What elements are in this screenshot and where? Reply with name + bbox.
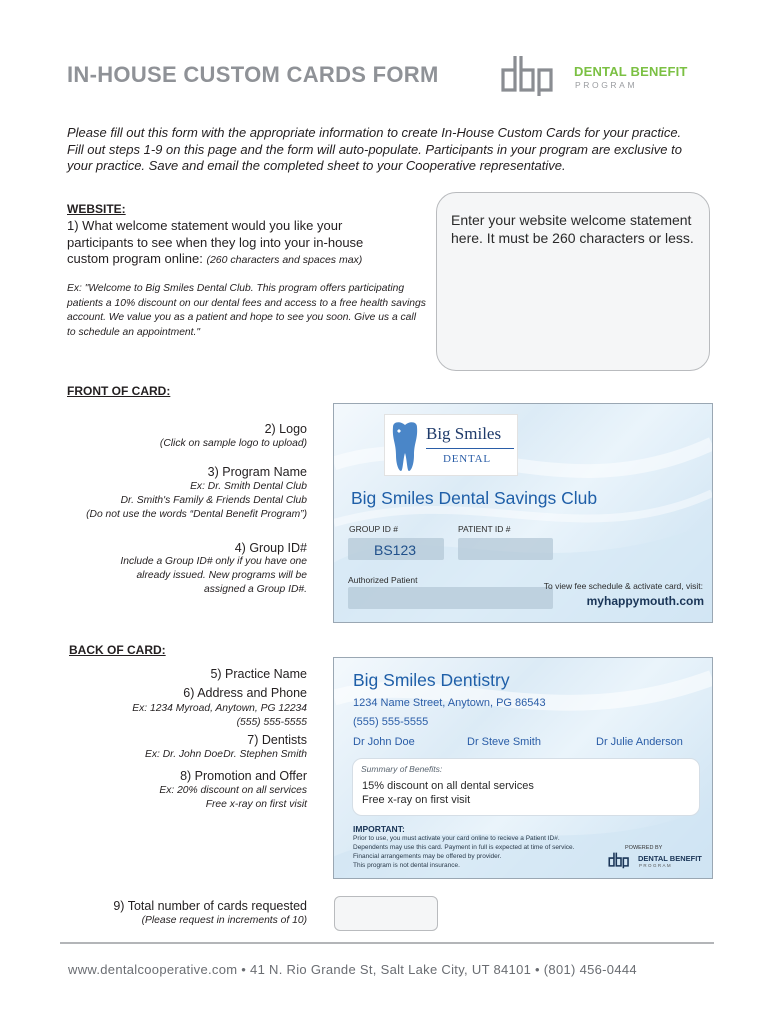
website-example: Ex: "Welcome to Big Smiles Dental Club. This program offers participating patients a 10% discount on our dental fees and access to a free health savings account. We value you as a patient and hope to see you soon. Give us a call to schedule an appointment." — [67, 283, 426, 338]
powered-sub: PROGRAM — [639, 863, 673, 868]
front-card-preview — [333, 403, 713, 623]
step8-note1: Ex: 20% discount on all services — [159, 785, 307, 796]
website-question — [67, 218, 407, 269]
step3-note2: Dr. Smith's Family & Friends Dental Club — [120, 495, 307, 506]
footer-contact: www.dentalcooperative.com • 41 N. Rio Grande St, Salt Lake City, UT 84101 • (801) 456-0444 — [68, 962, 637, 977]
step7-label: 7) Dentists — [247, 733, 307, 747]
back-heading: BACK OF CARD: — [69, 643, 166, 657]
website-question-text: 1) What welcome statement would you like your participants to see when they log into your in-house custom program online: — [67, 218, 364, 266]
practice-phone: (555) 555-5555 — [353, 716, 429, 728]
practice-name: Big Smiles Dentistry — [353, 670, 510, 690]
logo-brand-text: DENTAL BENEFIT — [574, 64, 688, 79]
step3-note3: (Do not use the words “Dental Benefit Program”) — [86, 509, 307, 520]
card-quantity-input[interactable] — [334, 896, 438, 931]
logo-sub-text: PROGRAM — [575, 80, 638, 90]
program-name: Big Smiles Dental Savings Club — [351, 488, 598, 508]
important-line: Prior to use, you must activate your card online to recieve a Patient ID#. — [353, 835, 560, 842]
step4-note1: Include a Group ID# only if you have one — [120, 556, 307, 567]
intro-text: Please fill out this form with the appropriate information to create In-House Custom Cards for your practice. Fill out steps 1-9 on this page and the form will auto-populate. Participants in your program are exclusive to your practice. Save and email the completed sheet to your Cooperative representative. — [67, 125, 682, 173]
website-question-note: (260 characters and spaces max) — [206, 254, 363, 266]
step2-note: (Click on sample logo to upload) — [159, 438, 307, 449]
step2-label: 2) Logo — [264, 422, 307, 436]
footer-divider — [60, 942, 714, 944]
logo-name: Big Smiles — [426, 424, 502, 443]
step7-note-b: Dr. Stephen Smith — [223, 749, 307, 760]
step6-label: 6) Address and Phone — [183, 686, 307, 700]
card-website: myhappymouth.com — [586, 594, 704, 608]
important-heading: IMPORTANT: — [353, 824, 405, 834]
logo-dental: DENTAL — [443, 453, 491, 465]
dentist-3: Dr Julie Anderson — [596, 736, 683, 748]
dentist-1: Dr John Doe — [353, 736, 415, 748]
sample-logo-upload[interactable] — [384, 414, 518, 476]
group-id-value: BS123 — [374, 542, 417, 558]
practice-address: 1234 Name Street, Anytown, PG 86543 — [353, 697, 546, 709]
back-card-preview — [333, 657, 713, 879]
step9-label: 9) Total number of cards requested — [113, 899, 307, 913]
dentist-2: Dr Steve Smith — [467, 736, 541, 748]
important-line: This program is not dental insurance. — [353, 862, 460, 869]
summary-label: Summary of Benefits: — [361, 764, 443, 774]
step9-note: (Please request in increments of 10) — [141, 915, 307, 926]
page-title: IN-HOUSE CUSTOM CARDS FORM — [67, 62, 439, 87]
benefit-line-1: 15% discount on all dental services — [362, 780, 534, 792]
powered-brand: DENTAL BENEFIT — [638, 854, 702, 863]
important-line: Financial arrangements may be offered by provider. — [353, 853, 502, 860]
step3-label: 3) Program Name — [207, 465, 307, 479]
benefit-line-2: Free x-ray on first visit — [362, 794, 471, 806]
website-heading: WEBSITE: — [67, 202, 126, 216]
patient-id-label: PATIENT ID # — [458, 524, 511, 534]
step6-note1: Ex: 1234 Myroad, Anytown, PG 12234 — [132, 703, 307, 714]
step5-label: 5) Practice Name — [210, 667, 307, 681]
step4-note2: already issued. New programs will be — [136, 570, 307, 581]
logo-rule — [426, 448, 514, 449]
step4-note3: assigned a Group ID#. — [203, 584, 307, 595]
step8-label: 8) Promotion and Offer — [180, 769, 307, 783]
group-id-label: GROUP ID # — [349, 524, 398, 534]
dbp-small-logo-icon — [606, 851, 636, 869]
authorized-patient-field — [348, 587, 553, 609]
front-heading: FRONT OF CARD: — [67, 384, 171, 398]
dbp-logo-icon — [497, 52, 569, 98]
step4-label: 4) Group ID# — [234, 541, 307, 555]
powered-by-label: POWERED BY — [625, 845, 663, 851]
benefit-summary-box — [352, 758, 700, 816]
important-line: Dependents may use this card. Payment in full is expected at time of service. — [353, 844, 575, 851]
authorized-patient-label: Authorized Patient — [348, 575, 418, 585]
step3-note1: Ex: Dr. Smith Dental Club — [190, 481, 307, 492]
welcome-statement-input[interactable]: Enter your website welcome statement here. It must be 260 characters or less. — [436, 192, 710, 371]
tooth-icon — [389, 419, 421, 473]
step7-note-a: Ex: Dr. John Doe — [144, 749, 223, 760]
step8-note2: Free x-ray on first visit — [205, 799, 307, 810]
patient-id-field — [458, 538, 553, 560]
step6-note2: (555) 555-5555 — [236, 717, 307, 728]
fee-schedule-note: To view fee schedule & activate card, visit: — [543, 581, 703, 591]
